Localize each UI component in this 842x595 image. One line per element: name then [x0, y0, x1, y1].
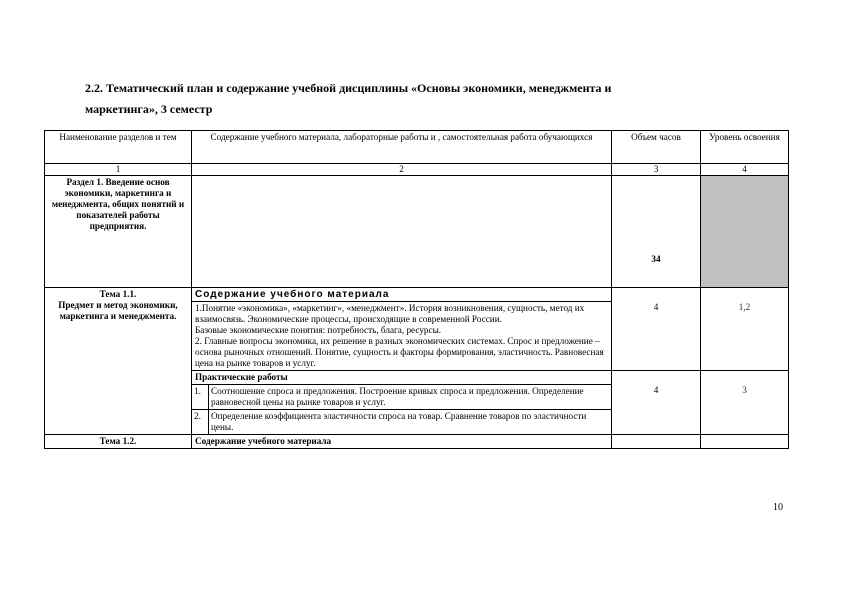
practice-level: 3	[701, 371, 789, 435]
header-hours: Объем часов	[612, 131, 701, 164]
section-1-title: Раздел 1. Введение основ экономики, маркетинга и менеджмента, общих понятий и показателей работы предприятия.	[45, 176, 192, 288]
column-number: 3	[612, 164, 701, 176]
practice-cell	[192, 371, 612, 435]
column-number: 4	[701, 164, 789, 176]
practice-hours: 4	[612, 371, 701, 435]
heading-line-2: маркетинга», 3 семестр	[85, 102, 213, 116]
header-content: Содержание учебного материала, лабораторные работы и , самостоятельная работа обучающихся	[192, 131, 612, 164]
content-header: Содержание учебного материала	[192, 288, 611, 302]
practice-text: Соотношение спроса и предложения. Построение кривых спроса и предложения. Определение равновесной цены на рынке товаров и услуг.	[209, 385, 612, 410]
topic-1-1-subtitle: Предмет и метод экономики, маркетинга и менеджмента.	[58, 300, 178, 321]
list-item	[192, 385, 611, 410]
practice-header: Практические работы	[195, 372, 288, 382]
document-heading	[85, 78, 725, 120]
practice-number: 2.	[192, 410, 209, 435]
topic-1-2-row	[45, 435, 789, 449]
topic-1-1-content	[192, 302, 611, 370]
topic-1-1-level: 1,2	[701, 288, 789, 371]
topic-1-1-hours: 4	[612, 288, 701, 371]
table-header-row	[45, 131, 789, 164]
topic-1-2-title: Тема 1.2.	[45, 435, 192, 449]
thematic-plan-table	[44, 130, 789, 449]
topic-1-1-cell	[45, 288, 192, 435]
column-number: 2	[192, 164, 612, 176]
list-item	[192, 410, 611, 435]
practice-text: Определение коэффициента эластичности спроса на товар. Сравнение товаров по эластичности цены.	[209, 410, 612, 435]
content-paragraph: Базовые экономические понятия: потребность, блага, ресурсы.	[195, 325, 442, 335]
topic-1-2-level	[701, 435, 789, 449]
section-1-row	[45, 176, 789, 288]
topic-1-1-content-row	[45, 288, 789, 371]
content-paragraph: 1.Понятие «экономика», «маркетинг», «менеджмент». История возникновения, сущность, метод их взаимосвязь. Экономические процессы, происходящие в современной России.	[195, 303, 585, 324]
section-1-hours: 34	[612, 176, 701, 288]
section-1-content	[192, 176, 612, 288]
heading-line-1: 2.2. Тематический план и содержание учебной дисциплины «Основы экономики, менеджмента и	[85, 81, 612, 95]
practice-number: 1.	[192, 385, 209, 410]
header-sections: Наименование разделов и тем	[45, 131, 192, 164]
practice-list	[192, 384, 611, 434]
topic-1-1-content-cell	[192, 288, 612, 371]
header-level: Уровень освоения	[701, 131, 789, 164]
topic-1-2-content-header: Содержание учебного материала	[192, 435, 612, 449]
topic-1-2-hours	[612, 435, 701, 449]
column-numbers-row	[45, 164, 789, 176]
column-number: 1	[45, 164, 192, 176]
topic-1-1-title: Тема 1.1.	[99, 289, 137, 299]
section-1-level-shaded	[701, 176, 789, 288]
page-number: 10	[773, 502, 783, 513]
content-paragraph: 2. Главные вопросы экономика, их решение в разных экономических системах. Спрос и предложение – основа рыночных отношений. Понятие, сущность и факторы формирования, эластичность. Равновесная цена на рынке товаров и услуг.	[195, 336, 604, 368]
